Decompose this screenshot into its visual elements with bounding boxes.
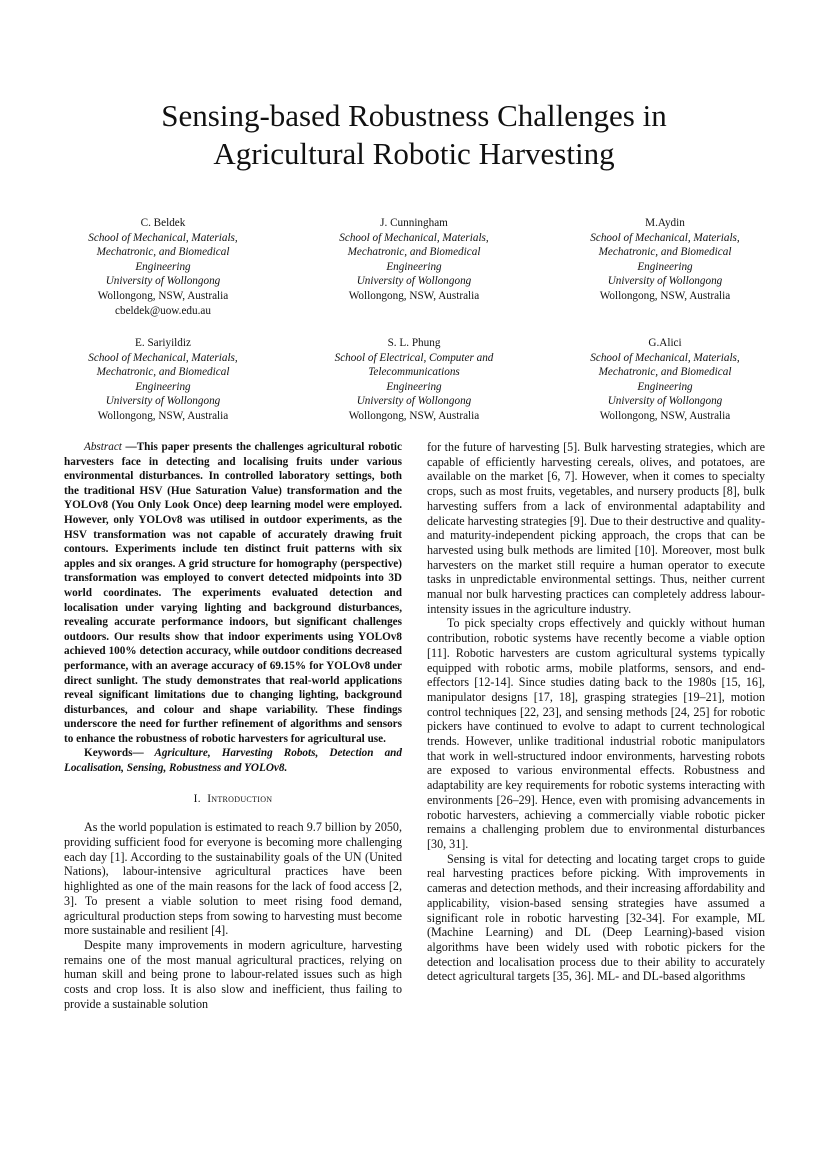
- author-name: G.Alici: [648, 337, 682, 349]
- author-affiliation: Telecommunications: [368, 366, 460, 379]
- keywords-text: Agriculture, Harvesting Robots, Detection and Localisation, Sensing, Robustness and YOLOv8.: [64, 747, 402, 775]
- section-heading: [64, 792, 402, 807]
- author-location: Wollongong, NSW, Australia: [348, 289, 480, 302]
- author-block: [309, 216, 519, 304]
- paper-title-line-1: Sensing-based Robustness Challenges in: [161, 98, 667, 133]
- author-university: University of Wollongong: [105, 275, 221, 288]
- author-affiliation: Mechatronic, and Biomedical: [96, 366, 230, 379]
- author-affiliation: Engineering: [135, 380, 191, 393]
- author-affiliation: Engineering: [386, 380, 442, 393]
- left-column: [64, 440, 402, 1012]
- author-block: [58, 336, 268, 424]
- author-affiliation: School of Mechanical, Materials,: [88, 351, 238, 364]
- author-affiliation: Mechatronic, and Biomedical: [96, 246, 230, 259]
- paragraph: Sensing is vital for detecting and locating target crops to guide real harvesting practices before picking. With improvements in cameras and detection methods, and their increasing affordability and applicability, vision-based sensing strategies have assumed a significant role in robotic harvesting [32-34]. For example, ML (Machine Learning) and DL (Deep Learning)-based vision algorithms have been widely used with robotic pickers for the detection and localisation process due to their ability to accurately detect agricultural targets [35, 36]. ML- and DL-based algorithms: [427, 851, 765, 984]
- author-name: E. Sariyildiz: [135, 337, 191, 349]
- author-affiliation: Mechatronic, and Biomedical: [347, 246, 481, 259]
- keywords-label: Keywords—: [84, 747, 144, 760]
- author-email: cbeldek@uow.edu.au: [115, 304, 211, 317]
- author-location: Wollongong, NSW, Australia: [97, 289, 229, 302]
- paragraph: Despite many improvements in modern agriculture, harvesting remains one of the most manual agricultural practices, relying on human skill and being prone to labour-related issues such as high costs and crop loss. It is also slow and inefficient, thus failing to provide a sustainable solution: [64, 937, 402, 1011]
- author-university: University of Wollongong: [607, 395, 723, 408]
- author-location: Wollongong, NSW, Australia: [599, 409, 731, 422]
- abstract: [64, 440, 402, 746]
- author-location: Wollongong, NSW, Australia: [97, 409, 229, 422]
- author-university: University of Wollongong: [607, 275, 723, 288]
- keywords: [64, 746, 402, 775]
- author-affiliation: Engineering: [637, 260, 693, 273]
- paper-title: [0, 97, 828, 173]
- author-name: S. L. Phung: [387, 337, 441, 349]
- author-name: C. Beldek: [140, 217, 186, 229]
- author-location: Wollongong, NSW, Australia: [599, 289, 731, 302]
- abstract-label: Abstract: [84, 441, 122, 453]
- author-affiliation: School of Mechanical, Materials,: [590, 231, 740, 244]
- paragraph: To pick specialty crops effectively and quickly without human contribution, robotic systems have recently become a viable option [11]. Robotic harvesters are custom agricultural systems typically equipped with robotic arms, mobile platforms, sensors, and end-effectors [12-14]. Since studies dating back to the 1980s [15, 16], manipulator designs [17, 18], grasping strategies [19–21], motion control techniques [22, 23], and sensing methods [24, 25] for robotic pickers have continued to evolve to adapt to current technological trends. However, unlike traditional industrial robotic manipulators that work in well-structured indoor environments, harvesting robots are exposed to various environmental effects. Robustness and adaptability are key requirements for robotic systems interacting with environments [26–29]. Hence, even with promising advancements in robotic harvesters, achieving a commercially viable robotic picker remains a challenging problem due to environmental disturbances [30, 31].: [427, 616, 765, 851]
- author-university: University of Wollongong: [105, 395, 221, 408]
- author-affiliation: Mechatronic, and Biomedical: [598, 246, 732, 259]
- author-affiliation: School of Mechanical, Materials,: [590, 351, 740, 364]
- paragraph: As the world population is estimated to reach 9.7 billion by 2050, providing sufficient food for everyone is becoming more challenging each day [1]. According to the sustainability goals of the UN (United Nations), labour-intensive agricultural practices have been highlighted as one of the main reasons for the lack of food access [2, 3]. To present a viable solution to meet rising food demand, agricultural production steps from sowing to harvesting must become more sustainable and resilient [4].: [64, 820, 402, 938]
- right-column: [427, 440, 765, 984]
- author-affiliation: School of Mechanical, Materials,: [339, 231, 489, 244]
- author-name: M.Aydin: [645, 217, 685, 229]
- author-block: [309, 336, 519, 424]
- paragraph: for the future of harvesting [5]. Bulk harvesting strategies, which are capable of efficiently harvesting cereals, olives, and potatoes, are available on the market [6, 7]. However, when it comes to specialty crops, such as most fruits, vegetables, and nursery products [8], bulk harvesting suffers from a lack of environmental adaptability and delicate harvesting strategies [9]. Due to their destructive and quality- and maturity-independent picking approach, the crops that can be harvested using bulk methods are limited [10]. Moreover, most bulk harvesters on the market still require a human operator to execute tasks in unpredictable environmental settings. Thus, neither current manual nor bulk harvesting practices can completely address labour-intensity issues in the agriculture industry.: [427, 440, 765, 616]
- author-affiliation: Engineering: [637, 380, 693, 393]
- abstract-text: —This paper presents the challenges agricultural robotic harvesters face in detecting and localising fruits under various environmental disturbances. In controlled laboratory settings, both the traditional HSV (Hue Saturation Value) transformation and the YOLOv8 (You Only Look Once) deep learning model were employed. However, only YOLOv8 was utilised in outdoor experiments, as the HSV transformation was not capable of accurately drawing fruit contours. Experiments include ten distinct fruit patterns with six apples and six oranges. A grid structure for homography (perspective) transformation was employed to convert detected midpoints into 3D world coordinates. The experiments evaluated detection and localisation under varying lighting and background disturbances, revealing accurate performance indoors, but significant challenges outdoors. Our results show that indoor experiments using YOLOv8 achieved 100% detection accuracy, while outdoor conditions decreased performance, with an average accuracy of 69.15% for YOLOv8 under direct sunlight. The study demonstrates that real-world applications reveal significant limitations due to changing lighting, background disturbances, and colour and shape variability. These findings underscore the need for further refinement of algorithms and sensors to enhance the robustness of robotic harvesters for agricultural use.: [64, 441, 402, 745]
- section-title: Introduction: [207, 792, 273, 805]
- author-university: University of Wollongong: [356, 395, 472, 408]
- author-block: [58, 216, 268, 318]
- author-affiliation: School of Mechanical, Materials,: [88, 231, 238, 244]
- author-affiliation: Engineering: [386, 260, 442, 273]
- author-name: J. Cunningham: [380, 217, 448, 229]
- author-location: Wollongong, NSW, Australia: [348, 409, 480, 422]
- author-block: [560, 336, 770, 424]
- author-affiliation: School of Electrical, Computer and: [334, 351, 494, 364]
- paper-title-line-2: Agricultural Robotic Harvesting: [213, 136, 615, 171]
- author-block: [560, 216, 770, 304]
- author-university: University of Wollongong: [356, 275, 472, 288]
- author-affiliation: Engineering: [135, 260, 191, 273]
- author-affiliation: Mechatronic, and Biomedical: [598, 366, 732, 379]
- section-number: I.: [193, 792, 201, 805]
